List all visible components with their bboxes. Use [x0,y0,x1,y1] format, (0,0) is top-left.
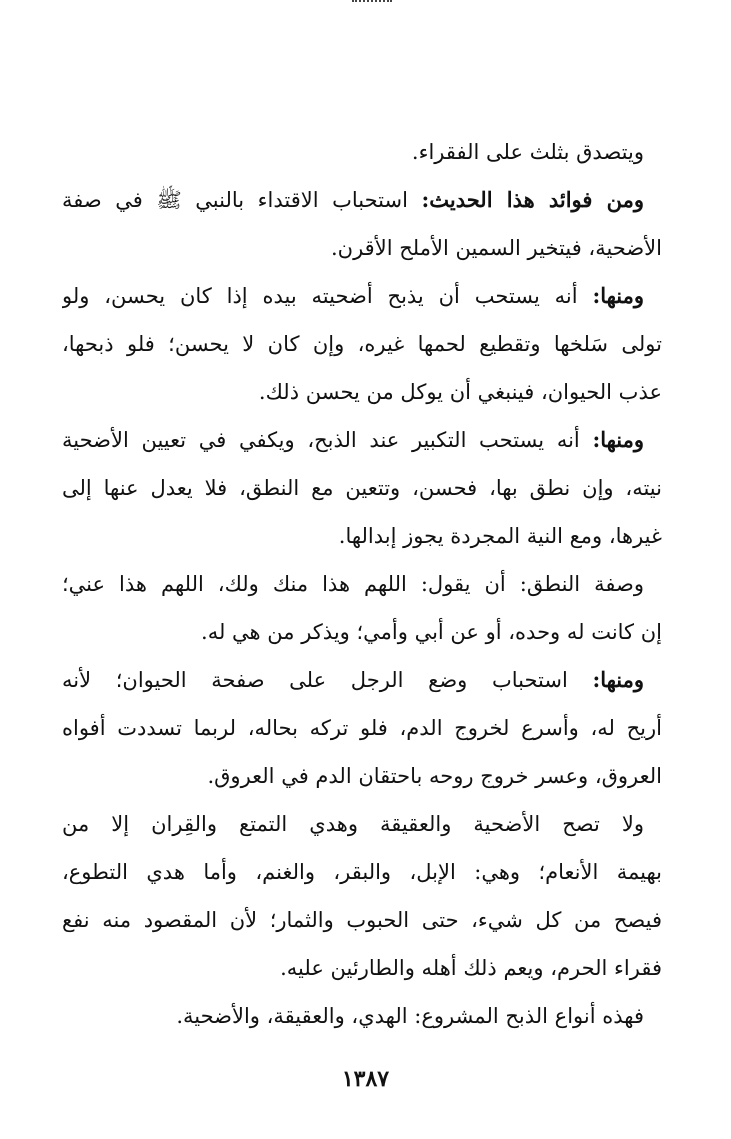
text-line: ولا تصح الأضحية والعقيقة وهدي التمتع والقِران إلا من [62,812,644,836]
text-line: أريح له، وأسرع لخروج الدم، فلو تركه بحاله، لربما تسددت أفواه [62,716,662,740]
text-line: نيته، وإن نطق بها، فحسن، وتتعين مع النطق، فلا يعدل عنها إلى [62,476,662,500]
paragraph-1 [62,128,662,176]
text-line: بهيمة الأنعام؛ وهي: الإبل، والبقر، والغنم، وأما هدي التطوع، [62,860,662,884]
text-line: فيصح من كل شيء، حتى الحبوب والثمار؛ لأن المقصود منه نفع [62,908,662,932]
text-line: ويتصدق بثلث على الفقراء. [411,140,644,164]
paragraph-3 [62,272,662,416]
paragraph-lead: ومنها: [592,427,644,452]
body-text [62,128,662,1040]
text-line [62,656,662,704]
text-line [62,176,662,224]
text-line: العروق، وعسر خروج روحه باحتقان الدم في العروق. [207,764,662,788]
text-line: فقراء الحرم، ويعم ذلك أهله والطارئين عليه. [280,956,662,980]
text-segment: استحباب وضع الرجل على صفحة الحيوان؛ لأنه [62,668,568,692]
paragraph-6 [62,656,662,800]
page-number: ١٣٨٧ [341,1066,390,1092]
text-line: وصفة النطق: أن يقول: اللهم هذا منك ولك، اللهم هذا عني؛ [62,572,644,596]
text-line [62,416,662,464]
paragraph-2 [62,176,662,272]
paragraph-8 [62,992,662,1040]
text-segment: أنه يستحب التكبير عند الذبح، ويكفي في تعيين الأضحية [62,428,580,452]
text-line: غيرها، ومع النية المجردة يجوز إبدالها. [338,524,662,548]
paragraph-lead: ومن فوائد هذا الحديث: [421,187,644,212]
paragraph-lead: ومنها: [592,667,644,692]
paragraph-lead: ومنها: [592,283,644,308]
header-ornament [352,0,392,8]
text-line: عذب الحيوان، فينبغي أن يوكل من يحسن ذلك. [258,380,662,404]
text-line: تولى سَلخها وتقطيع لحمها غيره، وإن كان لا يحسن؛ فلو ذبحها، [62,332,662,356]
text-segment: استحباب الاقتداء بالنبي ﷺ في صفة [62,188,408,212]
text-line: الأضحية، فيتخير السمين الأملح الأقرن. [331,236,662,260]
text-line [62,272,662,320]
text-segment: أنه يستحب أن يذبح أضحيته بيده إذا كان يحسن، ولو [62,284,578,308]
paragraph-4 [62,416,662,560]
paragraph-7 [62,800,662,992]
text-line: فهذه أنواع الذبح المشروع: الهدي، والعقيقة، والأضحية. [176,1004,644,1028]
text-line: إن كانت له وحده، أو عن أبي وأمي؛ ويذكر من هي له. [201,620,662,644]
paragraph-5 [62,560,662,656]
